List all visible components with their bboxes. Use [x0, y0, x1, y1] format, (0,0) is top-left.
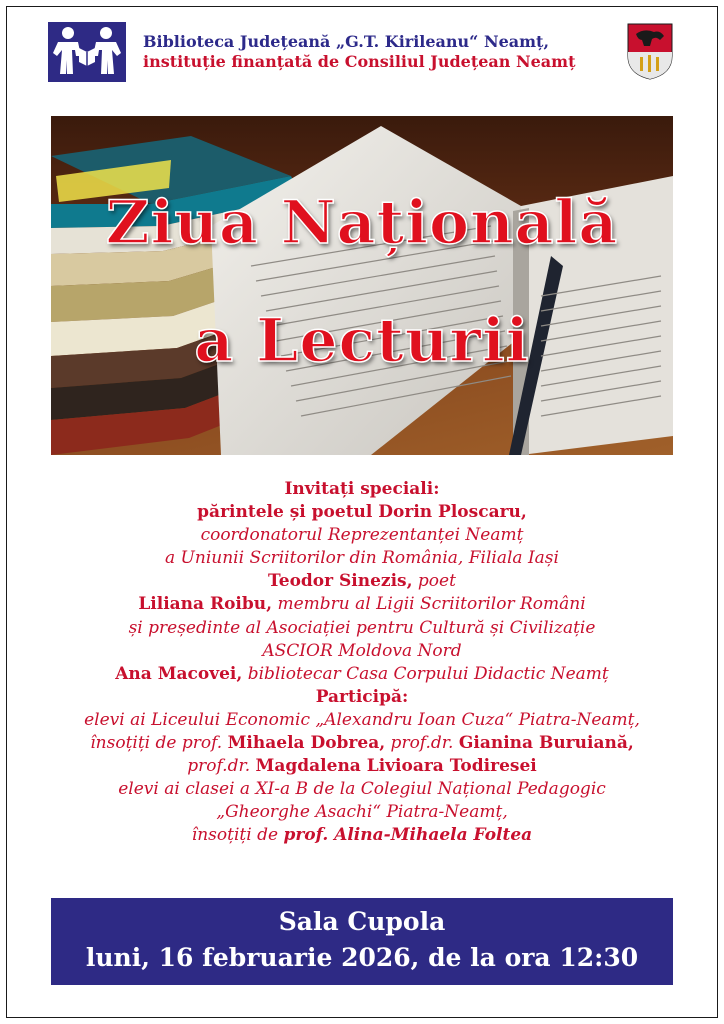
details-text: prof.dr.: [187, 756, 256, 777]
details-text: „Gheorghe Asachi“ Piatra-Neamț,: [216, 802, 508, 823]
details-line: [40, 732, 684, 755]
header: [48, 22, 676, 84]
details-text: prof.dr.: [385, 733, 459, 754]
library-logo-icon: [48, 22, 126, 82]
funding-note: instituție finanțată de Consiliul Județean Neamț: [143, 52, 576, 71]
details-line: [40, 617, 684, 640]
books-photo: [51, 116, 673, 455]
details-text: însoțiți de prof.: [90, 733, 228, 754]
details-text: coordonatorul Reprezentanței Neamț: [200, 525, 524, 546]
details-line: [40, 501, 684, 524]
details-text: Participă:: [315, 686, 409, 707]
details-text: însoțiți de: [191, 825, 284, 846]
event-title-line2: a Lecturii: [194, 306, 530, 376]
details-line: [40, 593, 684, 616]
neamt-coat-of-arms-icon: [626, 22, 674, 80]
event-title-line1: Ziua Națională: [105, 188, 619, 258]
details-line: [40, 640, 684, 663]
details-text: Liliana Roibu,: [138, 594, 273, 615]
details-text: elevi ai clasei a XI-a B de la Colegiul Național Pedagogic: [118, 779, 606, 800]
details-line: [40, 824, 684, 847]
details-line: [40, 570, 684, 593]
details-line: [40, 709, 684, 732]
location-banner: [51, 898, 673, 985]
details-text: prof. Alina-Mihaela Foltea: [283, 825, 533, 846]
library-header-text: [143, 32, 613, 72]
details-line: [40, 755, 684, 778]
library-name: Biblioteca Județeană „G.T. Kirileanu“ Neamț,: [143, 32, 550, 51]
details-text: poet: [412, 571, 456, 592]
event-details: [40, 478, 684, 848]
details-line: [40, 778, 684, 801]
details-text: Mihaela Dobrea,: [227, 733, 386, 754]
details-text: Magdalena Livioara Todiresei: [255, 756, 537, 777]
venue-name: Sala Cupola: [278, 907, 446, 936]
details-line: [40, 478, 684, 501]
details-text: și președinte al Asociației pentru Cultură și Civilizație: [128, 617, 596, 638]
details-line: [40, 686, 684, 709]
details-text: Invitați speciali:: [284, 479, 440, 499]
details-line: [40, 663, 684, 686]
details-text: ASCIOR Moldova Nord: [262, 640, 462, 661]
event-date-time: luni, 16 februarie 2026, de la ora 12:30: [85, 943, 639, 972]
details-text: Ana Macovei,: [115, 663, 243, 684]
details-text: bibliotecar Casa Corpului Didactic Neamț: [242, 663, 609, 684]
details-text: Gianina Buruiană,: [458, 733, 634, 754]
details-text: Teodor Sinezis,: [268, 571, 413, 592]
details-line: [40, 524, 684, 547]
details-text: membru al Ligii Scriitorilor Români: [272, 594, 586, 615]
details-text: elevi ai Liceului Economic „Alexandru Ioan Cuza“ Piatra-Neamț,: [84, 709, 640, 730]
details-text: a Uniunii Scriitorilor din România, Filiala Iași: [165, 548, 559, 569]
details-line: [40, 801, 684, 824]
details-text: părintele și poetul Dorin Ploscaru,: [197, 502, 527, 523]
details-line: [40, 547, 684, 570]
